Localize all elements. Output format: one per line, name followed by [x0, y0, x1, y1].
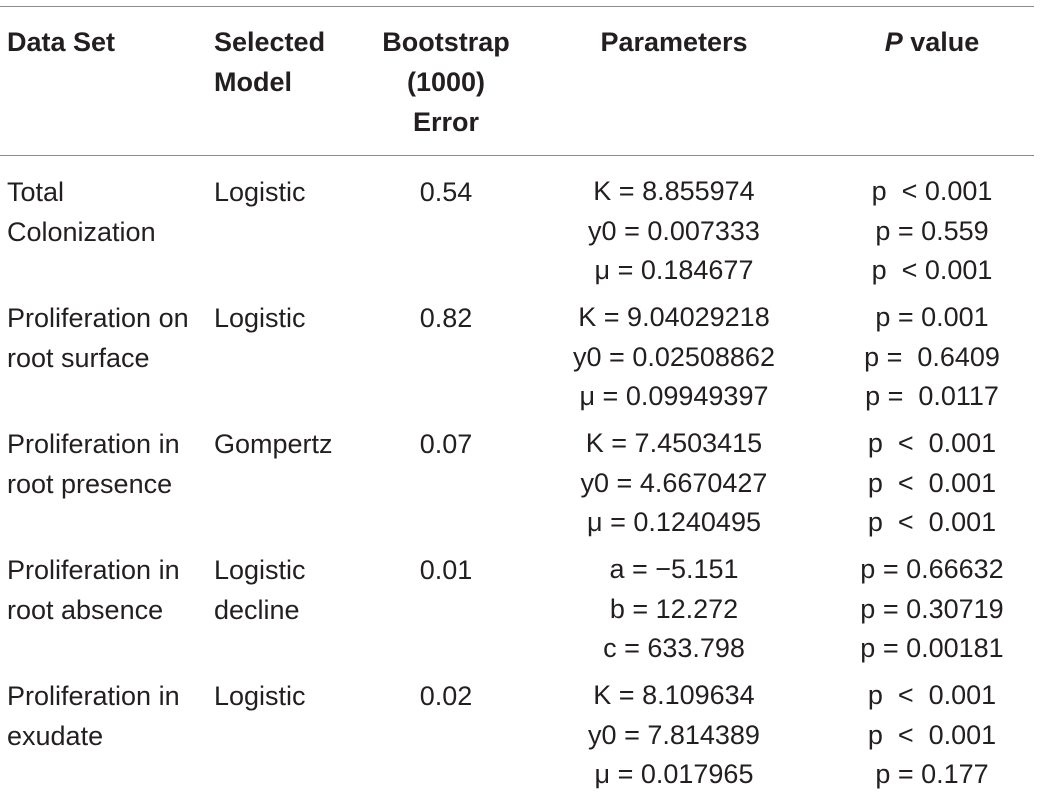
p-value: p = 0.559	[875, 215, 989, 246]
row-error: 0.82	[419, 303, 473, 333]
p-value: p < 0.001	[871, 176, 993, 206]
row-data-set: Proliferation in exudate	[7, 681, 180, 751]
row-error: 0.01	[419, 555, 473, 585]
row-model: Gompertz	[214, 429, 333, 459]
param-value: μ = 0.1240495	[587, 507, 761, 537]
param-value: K = 8.109634	[593, 680, 755, 710]
param-value: μ = 0.184677	[594, 255, 754, 285]
param-value: K = 9.04029218	[578, 302, 770, 332]
param-value: y0 = 0.007333	[588, 215, 760, 246]
header-p-value-word: value	[902, 27, 980, 57]
row-model: Logistic decline	[214, 555, 306, 625]
row-parameters	[524, 172, 824, 291]
row-p-values	[822, 676, 1040, 795]
param-value: μ = 0.09949397	[579, 381, 769, 411]
p-value: p < 0.001	[867, 680, 997, 710]
row-data-set: Total Colonization	[7, 177, 156, 247]
param-value: y0 = 4.6670427	[580, 467, 768, 498]
p-value: p < 0.001	[867, 507, 997, 537]
param-value: y0 = 7.814389	[588, 719, 760, 750]
row-data-set: Proliferation on root surface	[7, 303, 189, 373]
row-model: Logistic	[214, 681, 306, 711]
param-value: a = −5.151	[609, 554, 739, 584]
p-value: p < 0.001	[867, 428, 997, 458]
p-value: p = 0.30719	[860, 593, 1004, 624]
param-value: μ = 0.017965	[594, 759, 754, 789]
p-value: p < 0.001	[867, 467, 997, 498]
table-top-rule	[0, 6, 1034, 7]
header-parameters: Parameters	[600, 27, 748, 57]
p-value: p = 0.00181	[860, 633, 1004, 663]
param-value: b = 12.272	[609, 593, 739, 624]
param-value: K = 8.855974	[593, 176, 755, 206]
header-data-set: Data Set	[7, 27, 116, 57]
row-model: Logistic	[214, 177, 306, 207]
row-data-set: Proliferation in root absence	[7, 555, 180, 625]
p-value: p = 0.177	[875, 759, 989, 789]
param-value: K = 7.4503415	[585, 428, 763, 458]
row-p-values	[822, 172, 1040, 291]
row-data-set: Proliferation in root presence	[7, 429, 180, 499]
row-error: 0.07	[419, 429, 473, 459]
p-value: p < 0.001	[867, 719, 997, 750]
row-parameters	[524, 676, 824, 795]
p-value: p = 0.0117	[865, 381, 999, 411]
row-parameters	[524, 424, 824, 543]
header-p-value-letter: P	[884, 27, 903, 57]
row-model: Logistic	[214, 303, 306, 333]
param-value: c = 633.798	[603, 633, 745, 663]
row-p-values	[822, 298, 1040, 417]
row-error: 0.02	[419, 681, 473, 711]
header-selected-model: Selected Model	[214, 27, 326, 97]
param-value: y0 = 0.02508862	[573, 341, 775, 372]
row-error: 0.54	[419, 177, 473, 207]
p-value: p = 0.001	[875, 302, 989, 332]
header-bottom-rule	[0, 155, 1034, 156]
row-p-values	[822, 424, 1040, 543]
header-p-value	[822, 22, 1040, 62]
p-value: p < 0.001	[871, 255, 993, 285]
row-parameters	[524, 298, 824, 417]
header-bootstrap-error: Bootstrap (1000) Error	[382, 27, 510, 137]
p-value: p = 0.6409	[864, 341, 1000, 372]
row-p-values	[822, 550, 1040, 669]
row-parameters	[524, 550, 824, 669]
p-value: p = 0.66632	[860, 554, 1004, 584]
